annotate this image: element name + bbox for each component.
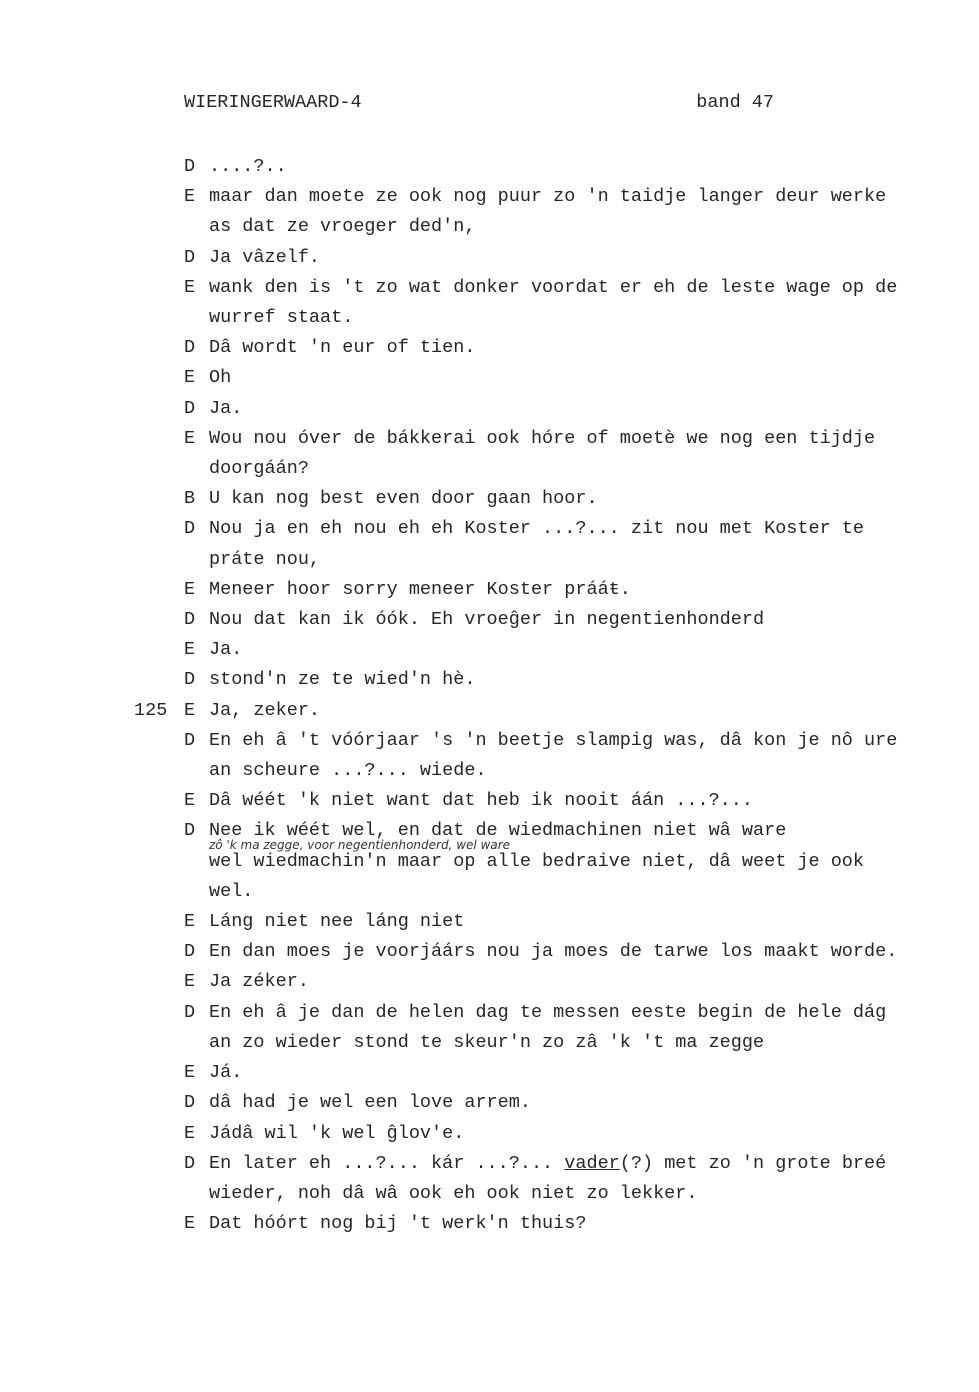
turn [134,696,914,726]
speaker-label: E [184,1122,196,1144]
turn-text: Ja. [209,639,243,661]
page-header [184,92,774,116]
speaker-label: E [184,276,196,298]
turn-text: ....?.. [209,156,287,177]
turn [184,243,914,273]
line-number: 125 [134,699,168,721]
turn-text: Ja. [209,397,243,419]
speaker-label: E [184,790,196,812]
turn [184,998,914,1058]
turn [184,424,914,484]
turn-text-part: (?) met zo 'n grote breé wieder, noh dâ wâ ook eh ook niet zo lekker. [209,1152,898,1204]
turn-text: Dâ wéét 'k niet want dat heb ik nooit áán ...?... [209,790,753,812]
turn [184,575,914,605]
turn [184,635,914,665]
speaker-label: D [184,246,196,268]
turn-text: stond'n ze te wied'n hè. [209,669,476,691]
turn [184,333,914,363]
speaker-label: D [184,609,196,631]
document-title: WIERINGERWAARD-4 [184,92,362,113]
speaker-label: D [184,156,196,177]
turn [184,967,914,997]
transcript [0,152,979,1239]
turn [184,394,914,424]
turn-text [209,1149,914,1209]
speaker-label: D [184,337,196,359]
speaker-label: D [184,518,196,540]
turn [184,1119,914,1149]
turn-text: Dat hóórt nog bij 't werk'n thuis? [209,1213,587,1235]
speaker-label: D [184,397,196,419]
turn-text-part: En later eh ...?... kár ...?... [209,1152,565,1174]
turn-text: En dan moes je voorjáárs nou ja moes de tarwe los maakt worde. [209,941,898,963]
turn-text: Meneer hoor sorry meneer Koster prááŧ. [209,578,631,600]
speaker-label: E [184,639,196,661]
turn [184,665,914,695]
turn-text: dâ had je wel een love arrem. [209,1092,531,1114]
turn [184,484,914,514]
speaker-label: E [184,427,196,449]
speaker-label: D [184,820,196,842]
turn-text: maar dan moete ze ook nog puur zo 'n taidje langer deur werke as dat ze vroeger ded'n, [209,186,898,238]
turn [184,363,914,393]
speaker-label: D [184,1001,196,1023]
speaker-label: E [184,367,196,389]
speaker-label: E [184,699,196,721]
turn [184,605,914,635]
speaker-label: E [184,971,196,993]
speaker-label: B [184,488,196,510]
turn-text: Nou dat kan ik óók. Eh vroeĝer in negentienhonderd [209,609,765,631]
turn [184,1149,914,1209]
speaker-label: E [184,186,196,208]
speaker-label: D [184,729,196,751]
handwritten-note: zô 'k ma zegge, voor negentienhonderd, wel ware [209,837,511,852]
turn-text: En eh â 't vóórjaar 's 'n beetje slampig was, dâ kon je nô ure an scheure ...?... wiede. [209,729,909,782]
turn [184,1088,914,1118]
turn-text: En eh â je dan de helen dag te messen eeste begin de hele dág an zo wieder stond te skeur'n zo zâ 'k 't ma zegge [209,1001,898,1053]
turn [184,1209,914,1239]
turn-text: Já. [209,1062,243,1084]
turn [184,726,914,786]
turn-text: Dâ wordt 'n eur of tien. [209,337,476,359]
turn-text: Wou nou óver de bákkerai ook hóre of moetè we nog een tijdje doorgáán? [209,427,887,480]
turn [184,907,914,937]
turn-text: U kan nog best even door gaan hoor. [209,488,598,510]
turn [184,152,914,182]
turn [184,786,914,816]
turn [184,182,914,242]
band-number: band 47 [696,92,774,113]
turn-text: Ja zéker. [209,971,309,993]
speaker-label: E [184,578,196,600]
turn-text: Ja, zeker. [209,699,321,721]
underlined-word: vader [564,1152,620,1174]
speaker-label: E [184,911,196,933]
turn-text-continued: wel wiedmachin'n maar op alle bedraive niet, dâ weet je ook wel. [209,850,876,902]
turn [184,816,914,907]
speaker-label: E [184,1062,196,1084]
turn-text: wank den is 't zo wat donker voordat er eh de leste wage op de wurref staat. [209,276,909,329]
turn-text: Oh [209,367,232,389]
turn [184,514,914,574]
turn-text: Jádâ wil 'k wel ĝlov'e. [209,1122,465,1144]
turn-text: Ja vâzelf. [209,246,321,268]
turn [184,1058,914,1088]
turn-text: Láng niet nee láng niet [209,911,465,933]
speaker-label: E [184,1213,196,1235]
speaker-label: D [184,669,196,691]
speaker-label: D [184,1092,196,1114]
turn [184,273,914,333]
turn-text: Nee ik wéét wel, en dat de wiedmachinen niet wâ ware [209,820,787,842]
turn-text: Nou ja en eh nou eh eh Koster ...?... zit nou met Koster te práte nou, [209,518,876,570]
speaker-label: D [184,941,196,963]
speaker-label: D [184,1152,196,1174]
turn [184,937,914,967]
